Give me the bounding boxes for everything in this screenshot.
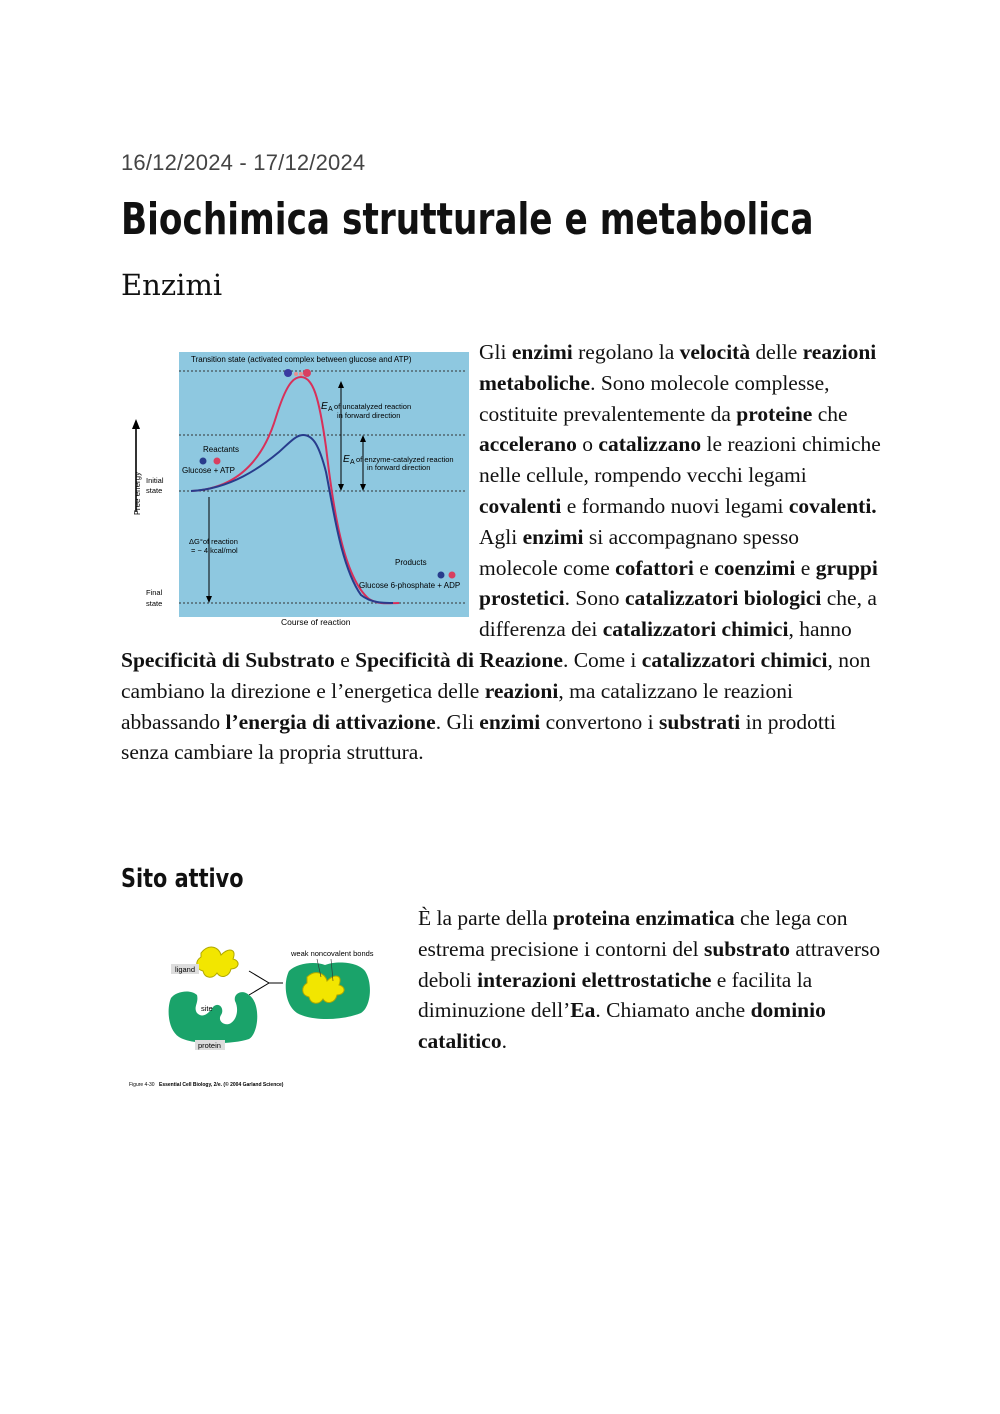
products-formula: Glucose 6-phosphate + ADP (359, 581, 461, 590)
bold-term: Ea (570, 998, 596, 1023)
y-axis-arrowhead (132, 419, 140, 429)
bold-term: reazioni metaboliche (479, 340, 877, 395)
reactants-label: Reactants (203, 445, 240, 454)
paragraph-enzimi: Gli enzimi regolano la velocità delle reazioni metaboliche. Sono molecole complesse, costituite prevalentemente da proteine che accelerano o catalizzano le reazioni chimiche nelle cellule, rompendo vecchi legami covalenti e formando nuovi legami covalenti. Agli enzimi si accompagnano spesso molecole come cofattori e coenzimi e gruppi prostetici. Sono catalizzatori biologici che, a differenza dei catalizzatori chimici, hanno Specificità di Substrato e Specificità di Reazione. Come i catalizzatori chimici, non cambiano la direzione e l’energetica delle reazioni, ma catalizzano le reazioni abbassando l’energia di attivazione. Gli enzimi convertono i substrati in prodotti senza cambiare la propria struttura. (121, 340, 881, 765)
atp-molecule-icon (303, 369, 311, 377)
ea-cat-label-2: in forward direction (367, 463, 431, 472)
binding-site-label: binding (201, 996, 226, 1005)
bonds-label: weak noncovalent bonds (291, 949, 374, 958)
transition-label: Transition state (activated complex between glucose and ATP) (191, 355, 412, 364)
bold-term: Specificità di Reazione (355, 647, 563, 672)
adp-icon (449, 572, 456, 579)
products-label: Products (395, 558, 427, 567)
bold-term: proteina enzimatica (552, 906, 735, 930)
ea-symbol: E (321, 401, 328, 412)
figure-caption-number: Figure 4-30 (129, 1082, 155, 1088)
bold-term: cofattori (615, 555, 694, 580)
bold-term: coenzimi (714, 555, 796, 580)
bold-term: catalizzatori biologici (624, 586, 822, 611)
bold-term: catalizzatori chimici (641, 647, 828, 672)
ea-subscript: A (328, 406, 333, 413)
bold-term: velocità (679, 340, 751, 364)
binding-arrow (249, 971, 269, 995)
final-state-label-2: state (146, 599, 163, 608)
phosphate-icon (299, 372, 303, 376)
atp-icon (214, 458, 221, 465)
initial-state-label-2: state (146, 486, 163, 495)
bold-term: substrati (659, 709, 741, 734)
glucose-molecule-icon (284, 369, 292, 377)
bold-term: covalenti (479, 493, 562, 518)
g6p-icon (438, 572, 445, 579)
subsection-heading: Sito attivo (121, 864, 244, 894)
bold-term: catalizzatori chimici (602, 617, 789, 642)
bold-term: l’energia di attivazione (225, 709, 436, 734)
section-heading: Enzimi (121, 268, 223, 302)
bold-term: catalizzano (598, 432, 702, 457)
bold-term: substrato (703, 936, 790, 961)
reactants-formula: Glucose + ATP (182, 466, 235, 475)
date-range: 16/12/2024 - 17/12/2024 (121, 150, 366, 175)
ligand-label: ligand (175, 965, 196, 974)
paragraph-sito-attivo: È la parte della proteina enzimatica che lega con estrema precisione i contorni del substrato attraverso deboli interazioni elettrostatiche e facilita la diminuzione dell’Ea. Chiamato anche dominio catalitico. (418, 906, 881, 1054)
ea-uncat-label-2: in forward direction (337, 411, 401, 420)
bold-term: enzimi (511, 340, 573, 364)
x-axis-label: Course of reaction (281, 617, 351, 625)
phosphate-icon (294, 372, 298, 376)
bold-term: reazioni (484, 678, 559, 703)
ea-symbol: E (343, 454, 350, 465)
initial-state-label: Initial (146, 476, 164, 485)
protein-label: protein (198, 1041, 221, 1050)
active-site-diagram (121, 903, 409, 1095)
energy-diagram (121, 337, 469, 625)
bold-term: enzimi (522, 524, 584, 549)
final-state-label: Final (146, 588, 163, 597)
ea-cat-label: of enzyme-catalyzed reaction (356, 455, 454, 464)
sito-attivo-section (121, 903, 881, 1095)
bold-term: covalenti. (788, 493, 877, 518)
bold-term: interazioni elettrostatiche (477, 967, 712, 992)
enzimi-section (121, 337, 881, 768)
bold-term: proteine (736, 401, 813, 426)
ligand-shape (197, 947, 238, 977)
figure-caption-source: Essential Cell Biology, 2/e. (© 2004 Garland Science) (159, 1082, 284, 1088)
y-axis-label: Free energy (133, 471, 142, 515)
bold-term: Specificità di Substrato (121, 647, 335, 672)
delta-g-label: ΔG°of reaction (189, 537, 238, 546)
ea-uncat-label: of uncatalyzed reaction (334, 402, 412, 411)
bold-term: accelerano (479, 432, 577, 457)
page-title: Biochimica strutturale e metabolica (121, 194, 814, 245)
glucose-icon (200, 458, 207, 465)
bold-term: dominio catalitico (418, 998, 826, 1054)
ea-subscript: A (350, 459, 355, 466)
binding-site-label-2: site (201, 1004, 213, 1013)
bold-term: enzimi (479, 709, 541, 734)
bold-term: gruppi prostetici (479, 555, 878, 611)
delta-g-value: = − 4 kcal/mol (191, 546, 238, 555)
